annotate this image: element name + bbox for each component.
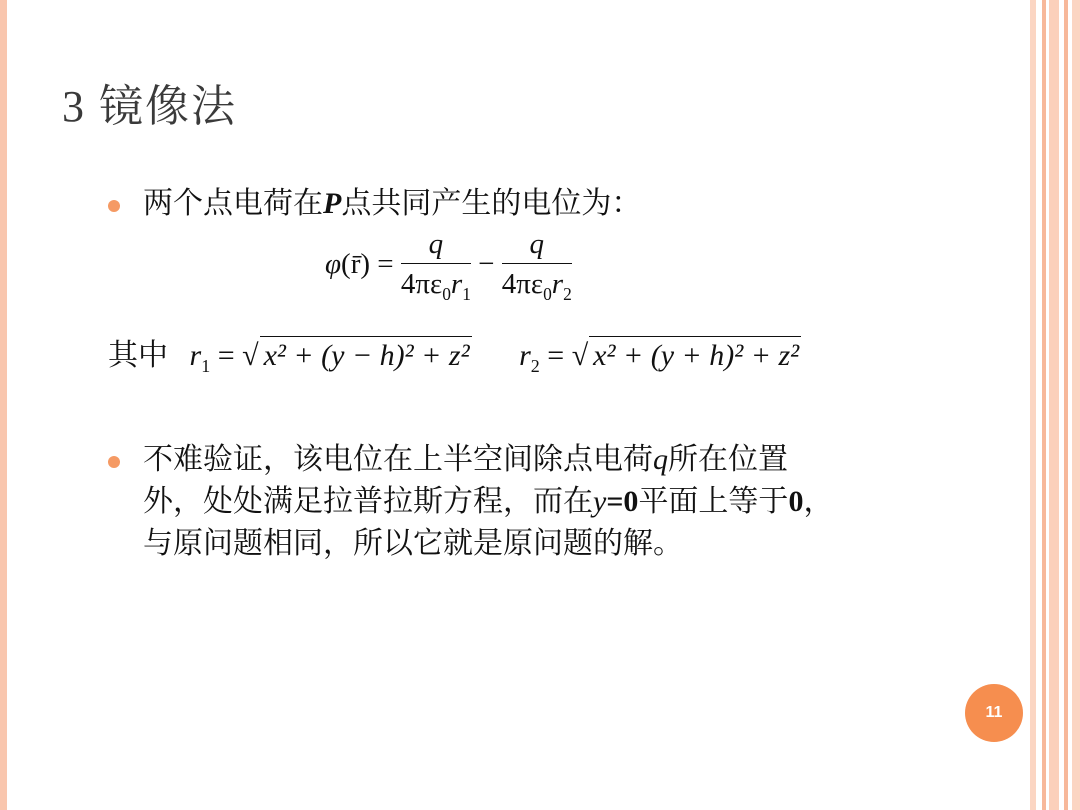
numerator-2: q	[502, 228, 572, 264]
where-line: 其中 $r_1$ = √ x² + (y − h)² + z² $r_2$ = √ x² + (y + h)² + z²	[108, 330, 801, 377]
where-label: 其中	[108, 339, 168, 372]
r1-expression: x² + (y − h)² + z²	[260, 336, 472, 373]
left-border	[0, 0, 7, 810]
bullet2-line3: 与原问题相同，所以它就是原问题的解。	[143, 527, 683, 560]
slide-title: 3 镜像法	[62, 82, 237, 131]
r2-equals: = √	[539, 339, 589, 372]
denominator-1: $4\pi\varepsilon_0r_1$	[400, 268, 471, 304]
bullet2-text	[143, 439, 963, 565]
bullet2-line2: 外，处处满足拉普拉斯方程，而在y=0平面上等于0，	[143, 485, 834, 518]
bullet1-suffix: 点共同产生的电位为：	[341, 187, 642, 220]
right-decoration	[1030, 0, 1080, 810]
page-number-badge: 11	[965, 684, 1023, 742]
numerator-1: q	[401, 228, 471, 264]
point-symbol: P	[323, 187, 342, 220]
bullet-dot	[108, 200, 120, 212]
phi-symbol: φ	[325, 248, 342, 281]
lhs-argument: (r̄) =	[341, 248, 394, 281]
r1-equals: = √	[210, 339, 259, 372]
r1-symbol: r	[189, 339, 202, 372]
bullet1-text	[143, 183, 641, 225]
minus-sign: −	[478, 248, 495, 281]
r2-expression: x² + (y + h)² + z²	[589, 336, 801, 373]
fraction-2	[502, 228, 572, 305]
denominator-2: $4\pi\varepsilon_0r_2$	[501, 268, 572, 304]
bullet1-prefix: 两个点电荷在	[143, 187, 323, 220]
fraction-1	[401, 228, 471, 305]
bullet-dot	[108, 456, 120, 468]
bullet2-line1: 不难验证，该电位在上半空间除点电荷q所在位置	[143, 443, 788, 476]
potential-equation	[325, 228, 572, 305]
r2-symbol: r	[519, 339, 531, 372]
